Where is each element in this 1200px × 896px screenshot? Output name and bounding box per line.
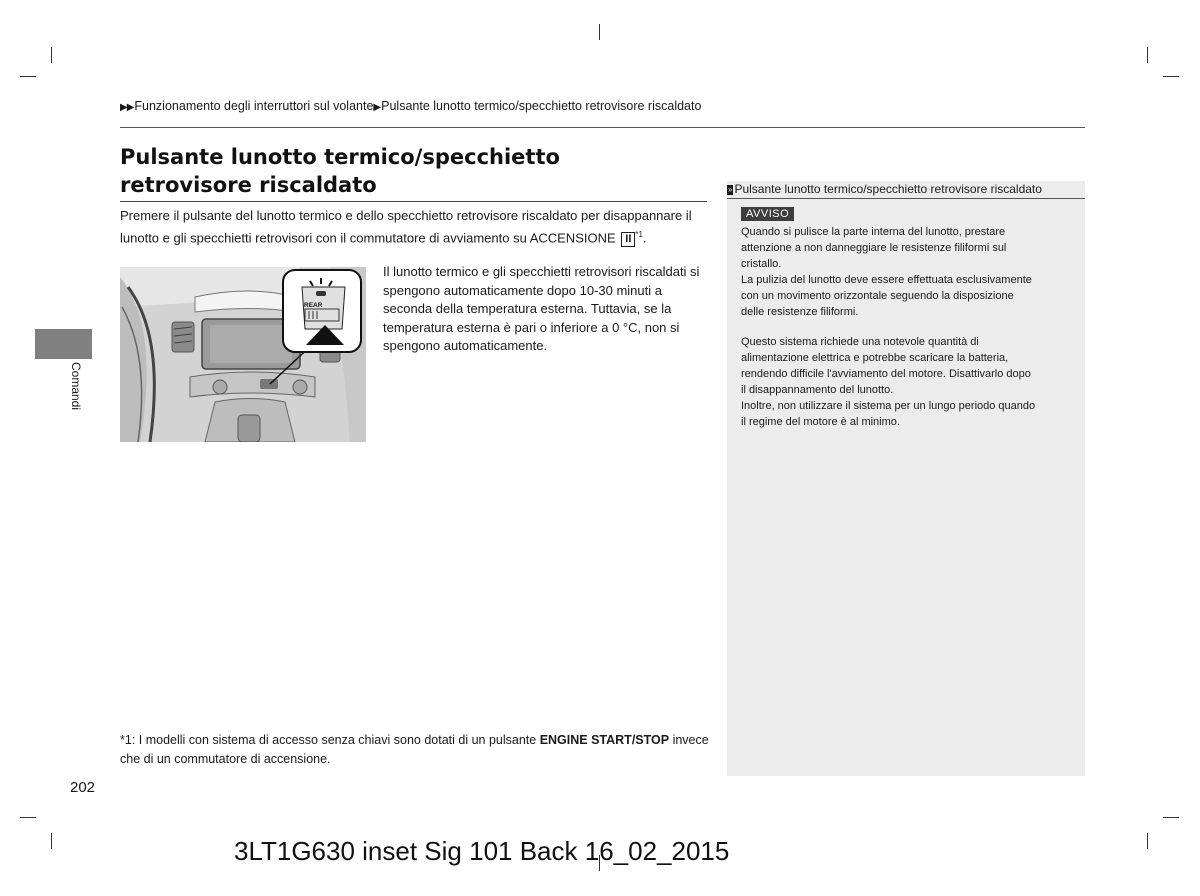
power-note-line: alimentazione elettrica e potrebbe scaricare la batteria, [741, 352, 1009, 364]
notice-line: attenzione a non danneggiare le resistenze filiformi sul [741, 242, 1007, 254]
crop-mark [599, 24, 600, 40]
note-panel-rule [727, 198, 1085, 199]
crop-mark [20, 817, 36, 818]
intro-end: . [642, 229, 647, 245]
notice-line: Quando si pulisce la parte interna del lunotto, prestare [741, 226, 1006, 238]
crop-mark [1163, 76, 1179, 77]
crop-mark [1147, 833, 1148, 849]
notice-paragraph [741, 224, 1076, 320]
dashboard-illustration [120, 267, 366, 442]
intro-text: Premere il pulsante del lunotto termico e dello specchietto retrovisore riscaldato per disappannare il lunotto e gli specchietti retrovisori con il commutatore di avviamento su ACCENSIONE [120, 208, 692, 245]
crop-mark [1163, 817, 1179, 818]
page-title [120, 143, 710, 199]
header-rule [120, 127, 1085, 128]
note-panel-title [727, 181, 1085, 197]
power-note-line: il regime del motore è al minimo. [741, 416, 900, 428]
footnote-prefix: *1: I modelli con sistema di accesso senza chiavi sono dotati di un pulsante [120, 733, 540, 747]
note-panel-title-text[interactable]: Pulsante lunotto termico/specchietto retrovisore riscaldato [734, 182, 1042, 196]
power-note-line: il disappannamento del lunotto. [741, 384, 894, 396]
breadcrumb-part-2[interactable]: Pulsante lunotto termico/specchietto retrovisore riscaldato [381, 99, 702, 113]
breadcrumb [120, 99, 1085, 113]
print-slug: 3LT1G630 inset Sig 101 Back 16_02_2015 [234, 836, 730, 866]
notice-line: delle resistenze filiformi. [741, 306, 859, 318]
crop-mark [51, 47, 52, 63]
notice-line: con un movimento orizzontale seguendo la disposizione [741, 290, 1014, 302]
footnote [120, 731, 720, 769]
page-number: 202 [70, 779, 96, 796]
breadcrumb-arrow-icon: ▶▶ [120, 102, 134, 113]
warning-badge: AVVISO [741, 207, 794, 221]
footnote-ref: *1 [635, 229, 643, 239]
section-tab-marker [35, 329, 92, 359]
dashboard-drawing [120, 267, 366, 442]
double-chevron-icon: » [728, 185, 733, 194]
footnote-suffix: invece che di un commutatore di accensione. [120, 733, 709, 766]
title-rule [120, 201, 707, 202]
crop-mark [20, 76, 36, 77]
auto-off-paragraph: Il lunotto termico e gli specchietti retrovisori riscaldati si spengono automaticamente dopo 10-30 minuti a seconda della temperatura esterna. Tuttavia, se la temperatura esterna è pari o inferiore a 0 °C, non si spengono automaticamente. [383, 264, 700, 354]
footnote-bold: ENGINE START/STOP [539, 733, 670, 747]
rear-button-label: REAR [304, 302, 323, 309]
title-line-2: retrovisore riscaldato [120, 173, 377, 197]
intro-paragraph [120, 207, 705, 247]
crop-mark [51, 833, 52, 849]
power-note-line: Inoltre, non utilizzare il sistema per un lungo periodo quando [741, 400, 1036, 412]
breadcrumb-part-1[interactable]: Funzionamento degli interruttori sul volante [134, 99, 374, 113]
notice-line: cristallo. [741, 258, 782, 270]
section-tab-label: Comandi [69, 362, 83, 411]
breadcrumb-arrow-icon: ▶ [373, 102, 381, 113]
power-note-paragraph [741, 334, 1076, 430]
power-note-line: rendendo difficile l'avviamento del motore. Disattivarlo dopo [741, 368, 1031, 380]
title-line-1: Pulsante lunotto termico/specchietto [120, 145, 560, 169]
crop-mark [1147, 47, 1148, 63]
power-note-line: Questo sistema richiede una notevole quantità di [741, 336, 979, 348]
notice-line: La pulizia del lunotto deve essere effettuata esclusivamente [741, 274, 1032, 286]
ignition-position-icon: II [621, 232, 635, 247]
